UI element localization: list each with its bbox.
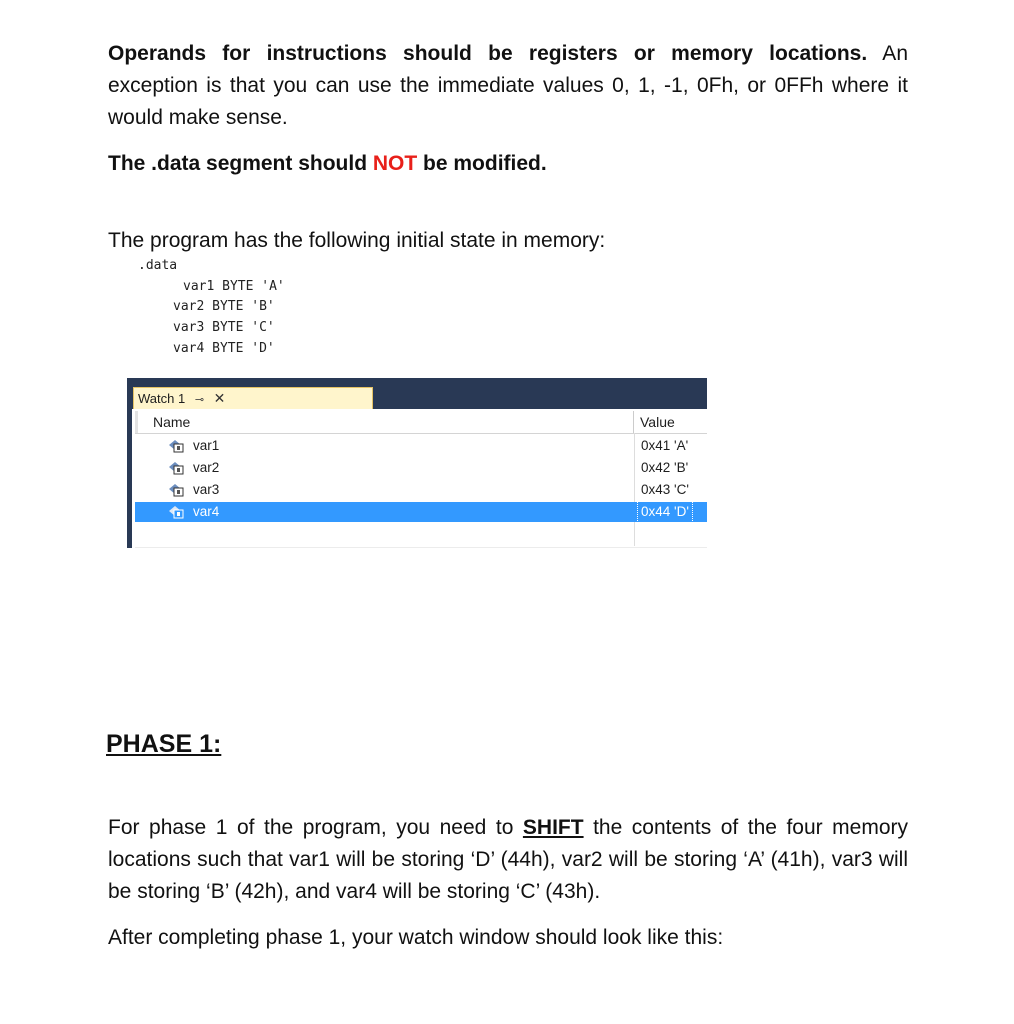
close-icon[interactable]: ✕ [213, 390, 226, 406]
data-rule-after: be modified. [417, 152, 547, 175]
row-value: 0x41 'A' [641, 438, 689, 453]
code-line-var1: var1 BYTE 'A' [183, 279, 285, 294]
data-rule-before: The .data segment should [108, 152, 373, 175]
watch-row-var4-selected[interactable] [135, 502, 707, 522]
empty-row-divider [135, 547, 707, 548]
watch-row-var3[interactable] [135, 480, 707, 500]
code-line-var4: var4 BYTE 'D' [173, 341, 275, 356]
row-value: 0x42 'B' [641, 460, 689, 475]
column-header-name[interactable]: Name [135, 411, 634, 433]
row-name: var3 [193, 482, 220, 497]
variable-icon [168, 505, 184, 519]
row-name: var4 [193, 504, 220, 519]
variable-icon [168, 461, 184, 475]
operands-rule-bold: Operands for instructions should be registers or memory locations. [108, 42, 868, 65]
after-phase-text: After completing phase 1, your watch window should look like this: [108, 926, 724, 949]
code-data-directive: .data [138, 258, 178, 273]
phase-heading: PHASE 1: [106, 730, 222, 758]
row-name: var2 [193, 460, 220, 475]
phase-description [108, 812, 908, 908]
row-value: 0x43 'C' [641, 482, 689, 497]
watch-tab-title: Watch 1 [138, 391, 186, 406]
watch-window [127, 378, 707, 548]
code-line-var2: var2 BYTE 'B' [173, 299, 275, 314]
data-rule-not-emphasis: NOT [372, 152, 418, 175]
header-divider [135, 433, 707, 434]
operands-rule-text: An exception is that you can use the immediate values 0, 1, -1, 0Fh, or 0FFh where it would make sense. [108, 42, 908, 129]
phase-text-after: the contents of the four memory locations such that var1 will be storing ‘D’ (44h), var2 will be storing ‘A’ (41h), var3 will be storing ‘B’ (42h), and var4 will be storing ‘C’ (43h). [108, 816, 909, 903]
operands-rule-paragraph [108, 38, 908, 134]
watch-row-var2[interactable] [135, 458, 707, 478]
row-name: var1 [193, 438, 220, 453]
variable-icon [168, 439, 184, 453]
code-line-var3: var3 BYTE 'C' [173, 320, 275, 335]
watch-tab[interactable] [133, 387, 373, 409]
watch-grid [132, 409, 707, 548]
phase-text-before: For phase 1 of the program, you need to [108, 816, 523, 839]
watch-row-var1[interactable] [135, 436, 707, 456]
pin-icon[interactable]: ⊸ [194, 394, 205, 406]
data-segment-rule [108, 148, 908, 180]
row-value: 0x44 'D' [638, 502, 692, 522]
column-header-value[interactable]: Value [640, 414, 675, 430]
variable-icon [168, 483, 184, 497]
shift-emphasis: SHIFT [522, 816, 584, 839]
initial-state-text: The program has the following initial state in memory: [108, 229, 606, 252]
